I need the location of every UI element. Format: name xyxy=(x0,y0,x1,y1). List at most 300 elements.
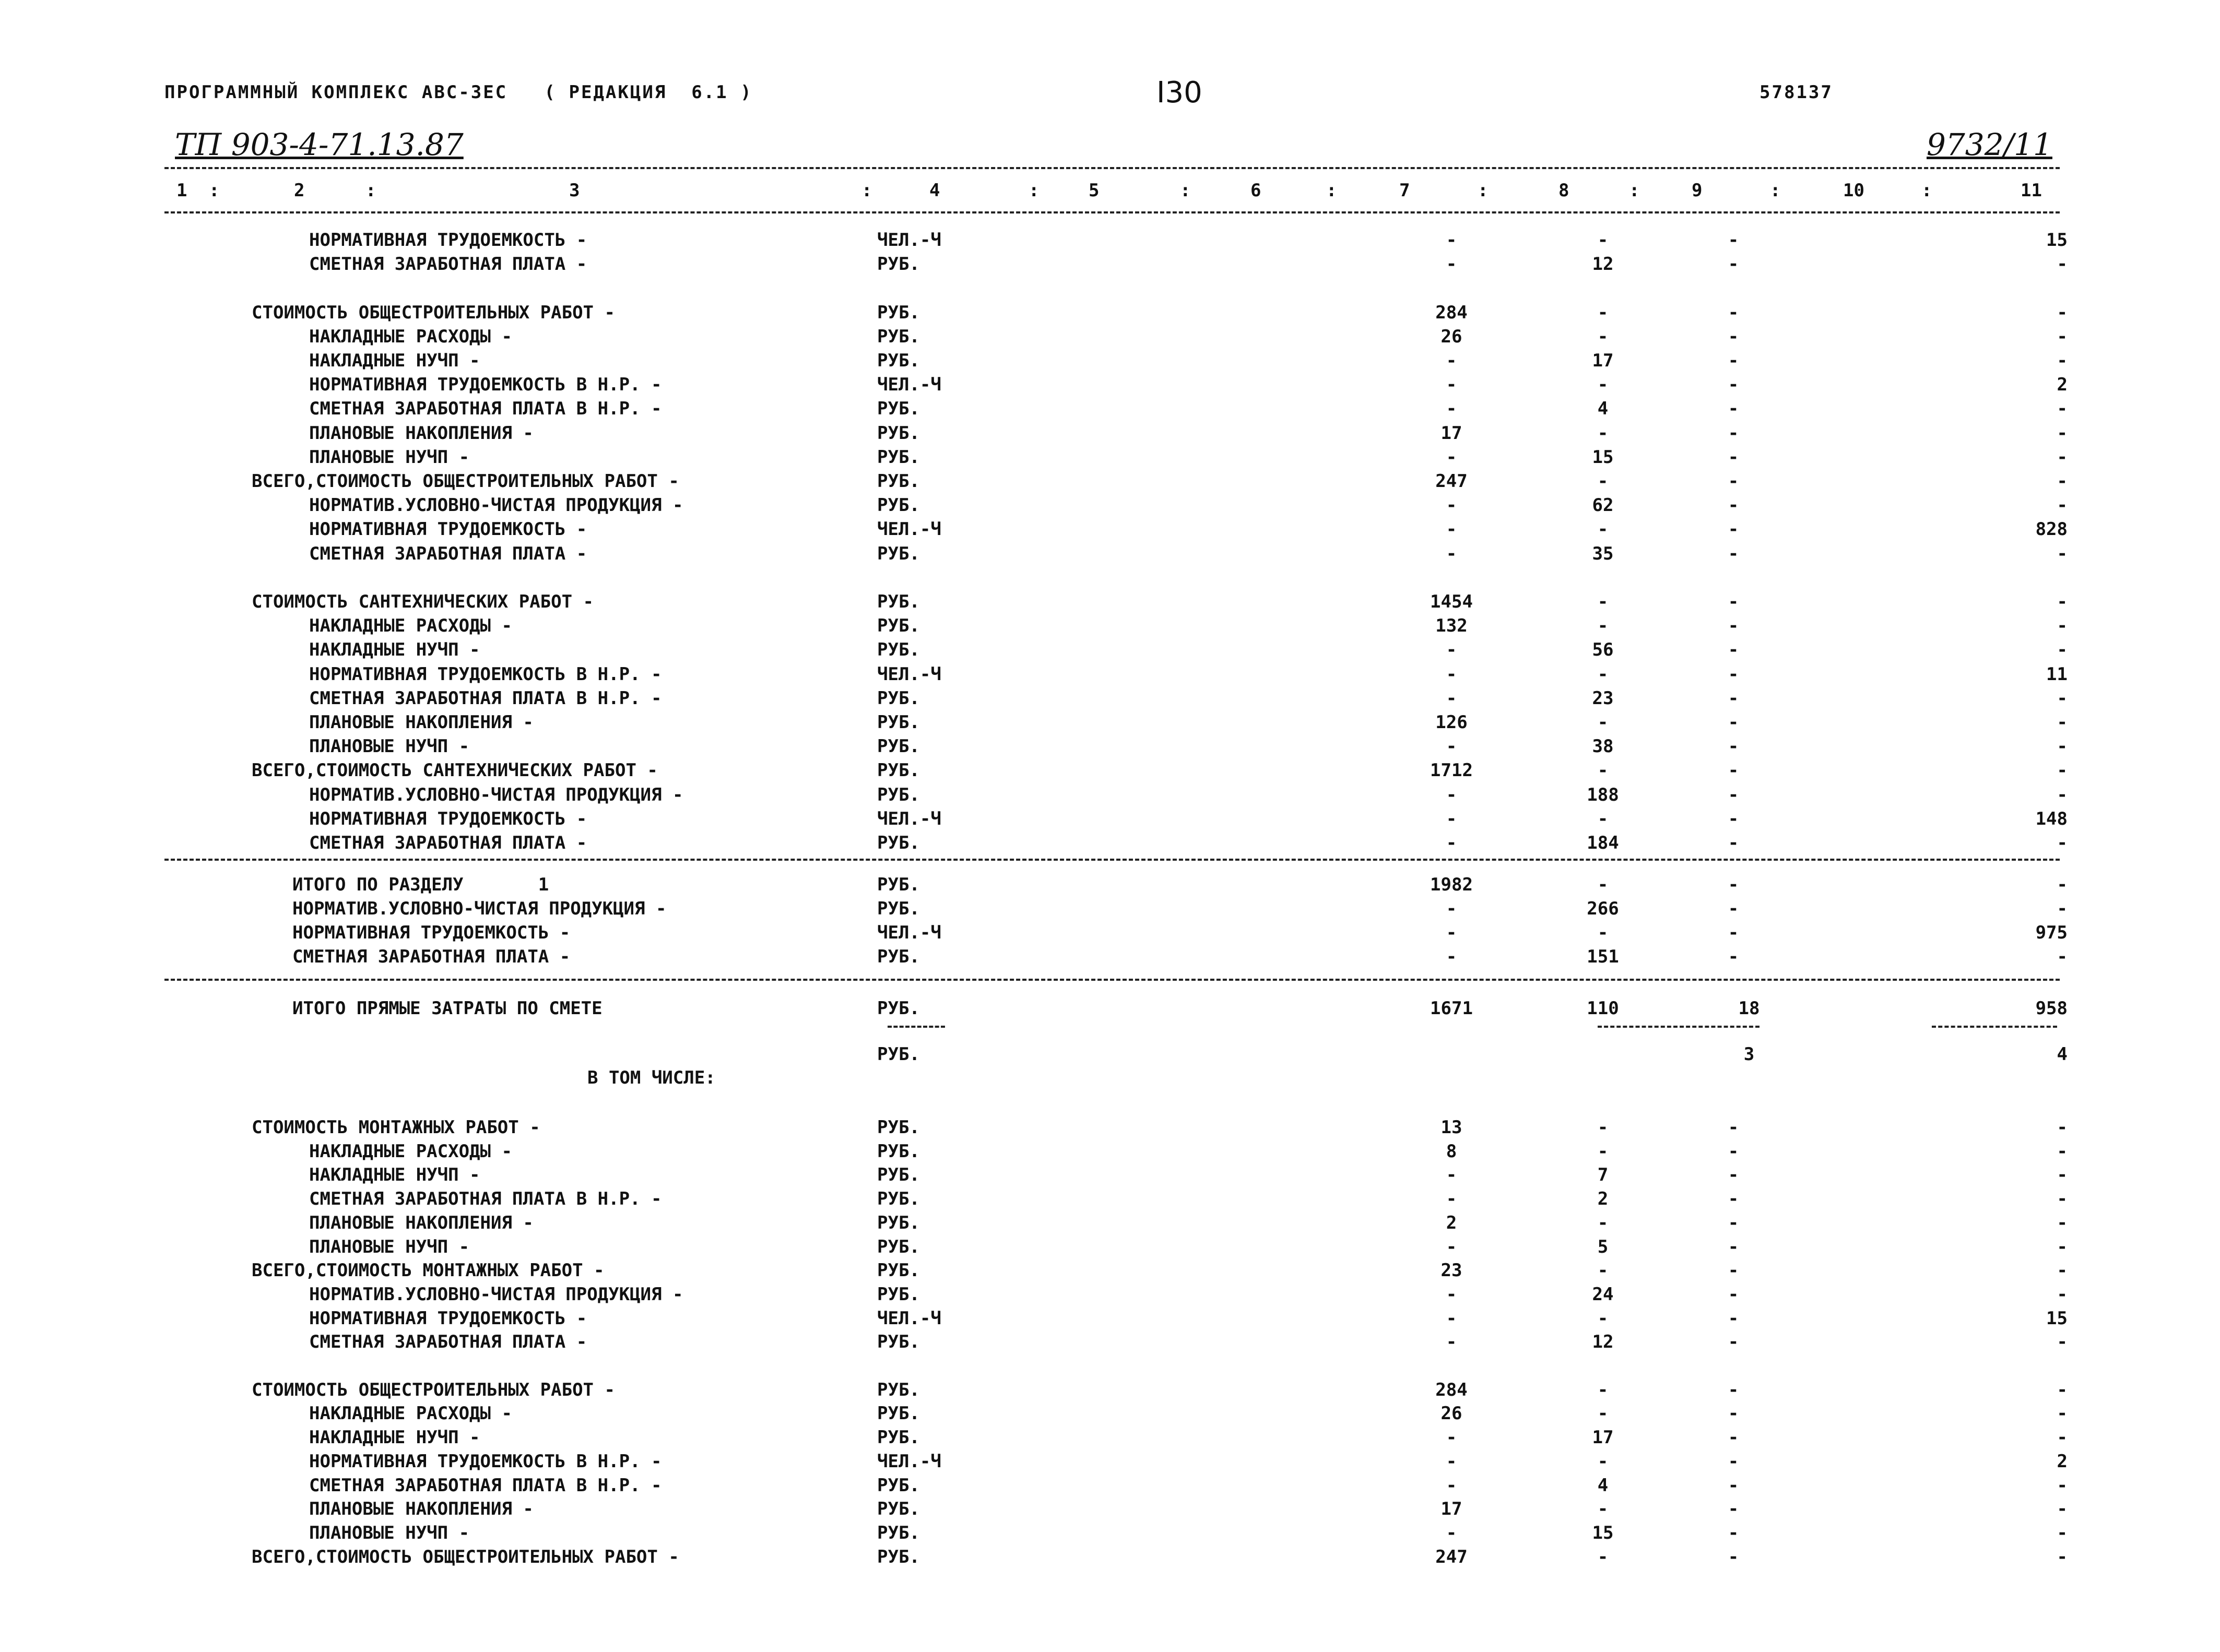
row-unit: РУБ. xyxy=(877,446,920,468)
row-col9: - xyxy=(1728,446,1739,468)
row-col9: - xyxy=(1728,1212,1739,1233)
row-col11: - xyxy=(2057,1546,2068,1567)
row-label: НОРМАТИВНАЯ ТРУДОЕМКОСТЬ В Н.Р. - xyxy=(309,374,662,396)
table-row xyxy=(0,1237,2220,1257)
row-unit: ЧЕЛ.-Ч xyxy=(877,1451,941,1472)
table-row xyxy=(0,874,2220,895)
row-label: СТОИМОСТЬ САНТЕХНИЧЕСКИХ РАБОТ - xyxy=(252,591,594,612)
row-label: НОРМАТИВНАЯ ТРУДОЕМКОСТЬ - xyxy=(309,808,587,829)
table-row xyxy=(0,1284,2220,1305)
table-row xyxy=(0,898,2220,919)
column-number: 4 xyxy=(929,180,940,201)
direct-costs-unit: РУБ. xyxy=(877,998,920,1019)
row-col7: 26 xyxy=(1440,326,1462,347)
row-col11: - xyxy=(2057,302,2068,323)
row-label: СМЕТНАЯ ЗАРАБОТНАЯ ПЛАТА - xyxy=(309,1332,587,1353)
table-row xyxy=(0,495,2220,516)
row-col9: - xyxy=(1728,591,1739,612)
table-row xyxy=(0,1523,2220,1543)
row-unit: РУБ. xyxy=(877,471,920,492)
row-label: ПЛАНОВЫЕ НАКОПЛЕНИЯ - xyxy=(309,422,534,444)
table-row xyxy=(0,350,2220,371)
row-label: НОРМАТИВНАЯ ТРУДОЕМКОСТЬ В Н.Р. - xyxy=(309,663,662,685)
row-unit: РУБ. xyxy=(877,874,920,895)
row-col8: - xyxy=(1597,471,1609,492)
row-col9: - xyxy=(1728,1499,1739,1520)
row-col11: 11 xyxy=(2046,663,2068,685)
row-col11: - xyxy=(2057,784,2068,805)
table-row xyxy=(0,591,2220,612)
row-col9: - xyxy=(1728,1164,1739,1186)
row-label: СМЕТНАЯ ЗАРАБОТНАЯ ПЛАТА В Н.Р. - xyxy=(309,687,662,709)
table-row xyxy=(0,1189,2220,1209)
row-col9: - xyxy=(1728,760,1739,781)
row-col11: - xyxy=(2057,736,2068,757)
direct-costs-c9b: 3 xyxy=(1743,1044,1755,1065)
column-separator: : xyxy=(1478,180,1489,201)
row-col11: - xyxy=(2057,833,2068,853)
direct-costs-rule xyxy=(164,979,2060,981)
table-row xyxy=(0,809,2220,829)
row-col11: - xyxy=(2057,1283,2068,1305)
row-col8: 2 xyxy=(1597,1189,1609,1210)
sheet-ref: 9732/11 xyxy=(1927,127,2052,162)
row-col11: - xyxy=(2057,1117,2068,1138)
table-row xyxy=(0,688,2220,709)
row-label: СТОИМОСТЬ ОБЩЕСТРОИТЕЛЬНЫХ РАБОТ - xyxy=(252,1379,615,1400)
row-unit: РУБ. xyxy=(877,1189,920,1210)
table-row xyxy=(0,230,2220,251)
row-col9: - xyxy=(1728,784,1739,805)
row-label: СМЕТНАЯ ЗАРАБОТНАЯ ПЛАТА - xyxy=(309,254,587,275)
row-col7: 8 xyxy=(1446,1140,1457,1162)
row-col8: 17 xyxy=(1592,350,1614,371)
table-row xyxy=(0,543,2220,564)
row-col7: 284 xyxy=(1435,1379,1468,1400)
row-label: СМЕТНАЯ ЗАРАБОТНАЯ ПЛАТА В Н.Р. - xyxy=(309,1475,662,1496)
row-col8: - xyxy=(1597,1260,1609,1281)
row-col11: 15 xyxy=(2046,230,2068,251)
row-label: ВСЕГО,СТОИМОСТЬ ОБЩЕСТРОИТЕЛЬНЫХ РАБОТ - xyxy=(252,1546,679,1567)
column-number: 5 xyxy=(1089,180,1100,201)
row-col11: - xyxy=(2057,1332,2068,1353)
row-unit: РУБ. xyxy=(877,543,920,564)
c9-dash xyxy=(1598,1026,1760,1028)
row-col11: - xyxy=(2057,1260,2068,1281)
row-col8: - xyxy=(1597,230,1609,251)
row-col7: - xyxy=(1446,1308,1457,1329)
table-row xyxy=(0,1380,2220,1400)
row-col7: 17 xyxy=(1440,1499,1462,1520)
top-rule xyxy=(164,167,2060,169)
row-unit: ЧЕЛ.-Ч xyxy=(877,519,941,540)
table-row xyxy=(0,1308,2220,1329)
row-col8: 184 xyxy=(1587,833,1619,853)
row-unit: РУБ. xyxy=(877,254,920,275)
table-row xyxy=(0,1475,2220,1496)
column-separator: : xyxy=(1629,180,1640,201)
row-col7: - xyxy=(1446,639,1457,661)
row-unit: РУБ. xyxy=(877,350,920,371)
row-col7: 1712 xyxy=(1430,760,1473,781)
row-col9: - xyxy=(1728,874,1739,895)
row-col11: - xyxy=(2057,712,2068,733)
row-col7: 126 xyxy=(1435,712,1468,733)
row-col7: - xyxy=(1446,1427,1457,1448)
row-col7: - xyxy=(1446,663,1457,685)
table-row xyxy=(0,1117,2220,1138)
row-col9: - xyxy=(1728,1403,1739,1424)
row-col9: - xyxy=(1728,398,1739,420)
row-unit: РУБ. xyxy=(877,946,920,967)
table-row xyxy=(0,922,2220,943)
row-col7: - xyxy=(1446,1451,1457,1472)
row-unit: РУБ. xyxy=(877,736,920,757)
table-row xyxy=(0,374,2220,395)
row-col7: - xyxy=(1446,833,1457,853)
row-unit: РУБ. xyxy=(877,591,920,612)
row-col9: - xyxy=(1728,495,1739,516)
row-unit: РУБ. xyxy=(877,615,920,637)
row-col7: - xyxy=(1446,687,1457,709)
row-label: НОРМАТИВНАЯ ТРУДОЕМКОСТЬ В Н.Р. - xyxy=(309,1451,662,1472)
row-col8: 266 xyxy=(1587,898,1619,919)
row-unit: РУБ. xyxy=(877,712,920,733)
row-col8: - xyxy=(1597,1212,1609,1233)
row-col8: 151 xyxy=(1587,946,1619,967)
table-row xyxy=(0,1403,2220,1424)
row-unit: ЧЕЛ.-Ч xyxy=(877,230,941,251)
row-col8: 23 xyxy=(1592,687,1614,709)
row-col8: 56 xyxy=(1592,639,1614,661)
row-unit: ЧЕЛ.-Ч xyxy=(877,922,941,943)
row-col8: 12 xyxy=(1592,1332,1614,1353)
row-label: ПЛАНОВЫЕ НАКОПЛЕНИЯ - xyxy=(309,712,534,733)
row-col8: 35 xyxy=(1592,543,1614,564)
row-col9: - xyxy=(1728,1427,1739,1448)
including-label: В ТОМ ЧИСЛЕ: xyxy=(587,1067,716,1088)
row-col11: 975 xyxy=(2035,922,2068,943)
row-label: СМЕТНАЯ ЗАРАБОТНАЯ ПЛАТА - xyxy=(309,833,587,853)
row-col11: 828 xyxy=(2035,519,2068,540)
row-col8: 38 xyxy=(1592,736,1614,757)
row-col8: - xyxy=(1597,302,1609,323)
row-col9: - xyxy=(1728,1140,1739,1162)
row-col11: - xyxy=(2057,1236,2068,1257)
table-row xyxy=(0,567,2220,588)
row-col7: - xyxy=(1446,446,1457,468)
row-col8: - xyxy=(1597,1546,1609,1567)
row-col8: - xyxy=(1597,712,1609,733)
row-label: ПЛАНОВЫЕ НУЧП - xyxy=(309,1522,470,1543)
row-col9: - xyxy=(1728,1546,1739,1567)
row-col11: - xyxy=(2057,639,2068,661)
row-col8: 4 xyxy=(1597,1475,1609,1496)
table-row xyxy=(0,1547,2220,1567)
row-col11: 148 xyxy=(2035,808,2068,829)
row-col11: - xyxy=(2057,350,2068,371)
table-row xyxy=(0,519,2220,540)
row-label: НАКЛАДНЫЕ РАСХОДЫ - xyxy=(309,1403,512,1424)
row-col9: - xyxy=(1728,543,1739,564)
table-row xyxy=(0,785,2220,805)
table-row xyxy=(0,398,2220,419)
column-number: 9 xyxy=(1692,180,1703,201)
direct-costs-c11: 958 xyxy=(2035,998,2068,1019)
row-col7: - xyxy=(1446,922,1457,943)
row-col9: - xyxy=(1728,639,1739,661)
row-unit: РУБ. xyxy=(877,898,920,919)
table-row xyxy=(0,1427,2220,1448)
column-number: 1 xyxy=(176,180,187,201)
row-col8: - xyxy=(1597,1308,1609,1329)
row-col8: 4 xyxy=(1597,398,1609,420)
row-col8: 17 xyxy=(1592,1427,1614,1448)
row-col11: - xyxy=(2057,874,2068,895)
row-col7: - xyxy=(1446,736,1457,757)
row-unit: РУБ. xyxy=(877,784,920,805)
table-row xyxy=(0,1141,2220,1162)
row-col7: - xyxy=(1446,254,1457,275)
row-col8: - xyxy=(1597,1499,1609,1520)
direct-costs-c7: 1671 xyxy=(1430,998,1473,1019)
row-label: ВСЕГО,СТОИМОСТЬ ОБЩЕСТРОИТЕЛЬНЫХ РАБОТ - xyxy=(252,471,679,492)
row-unit: РУБ. xyxy=(877,422,920,444)
row-col7: - xyxy=(1446,946,1457,967)
row-col9: - xyxy=(1728,736,1739,757)
row-unit: РУБ. xyxy=(877,833,920,853)
row-col8: - xyxy=(1597,1403,1609,1424)
row-col9: - xyxy=(1728,946,1739,967)
column-number: 11 xyxy=(2021,180,2042,201)
row-col7: - xyxy=(1446,1522,1457,1543)
direct-costs-c9: 18 xyxy=(1738,998,1760,1019)
row-unit: РУБ. xyxy=(877,687,920,709)
row-col9: - xyxy=(1728,808,1739,829)
row-col11: - xyxy=(2057,1499,2068,1520)
row-label: ВСЕГО,СТОИМОСТЬ САНТЕХНИЧЕСКИХ РАБОТ - xyxy=(252,760,658,781)
row-col7: - xyxy=(1446,374,1457,396)
row-col11: 2 xyxy=(2057,374,2068,396)
row-label: СТОИМОСТЬ МОНТАЖНЫХ РАБОТ - xyxy=(252,1117,540,1138)
column-separator: : xyxy=(1770,180,1781,201)
table-row xyxy=(0,946,2220,967)
table-row xyxy=(0,254,2220,275)
table-row xyxy=(0,1260,2220,1281)
row-col11: - xyxy=(2057,1475,2068,1496)
row-unit: РУБ. xyxy=(877,1522,920,1543)
row-col11: 15 xyxy=(2046,1308,2068,1329)
row-label: СМЕТНАЯ ЗАРАБОТНАЯ ПЛАТА - xyxy=(292,946,571,967)
table-row xyxy=(0,760,2220,781)
row-col11: - xyxy=(2057,1212,2068,1233)
row-label: ВСЕГО,СТОИМОСТЬ МОНТАЖНЫХ РАБОТ - xyxy=(252,1260,605,1281)
row-unit: РУБ. xyxy=(877,639,920,661)
row-label: СМЕТНАЯ ЗАРАБОТНАЯ ПЛАТА - xyxy=(309,543,587,564)
row-col7: - xyxy=(1446,1189,1457,1210)
row-unit: РУБ. xyxy=(877,1403,920,1424)
row-col8: 5 xyxy=(1597,1236,1609,1257)
column-separator: : xyxy=(365,180,376,201)
row-col8: 62 xyxy=(1592,495,1614,516)
row-unit: РУБ. xyxy=(877,1332,920,1353)
row-unit: РУБ. xyxy=(877,1236,920,1257)
row-label: НАКЛАДНЫЕ РАСХОДЫ - xyxy=(309,326,512,347)
direct-costs-subrow xyxy=(0,1044,2220,1065)
row-unit: РУБ. xyxy=(877,302,920,323)
row-col9: - xyxy=(1728,1379,1739,1400)
column-number: 10 xyxy=(1843,180,1864,201)
row-col7: 247 xyxy=(1435,471,1468,492)
row-col7: 17 xyxy=(1440,422,1462,444)
row-col8: 15 xyxy=(1592,1522,1614,1543)
row-label: НАКЛАДНЫЕ РАСХОДЫ - xyxy=(309,1140,512,1162)
row-col11: - xyxy=(2057,254,2068,275)
row-label: НОРМАТИВНАЯ ТРУДОЕМКОСТЬ - xyxy=(309,519,587,540)
row-col11: - xyxy=(2057,591,2068,612)
row-label: ПЛАНОВЫЕ НАКОПЛЕНИЯ - xyxy=(309,1499,534,1520)
row-col9: - xyxy=(1728,712,1739,733)
row-unit: РУБ. xyxy=(877,398,920,420)
row-label: ИТОГО ПО РАЗДЕЛУ 1 xyxy=(292,874,549,895)
direct-costs-unit2: РУБ. xyxy=(877,1044,920,1065)
row-unit: РУБ. xyxy=(877,326,920,347)
table-row xyxy=(0,664,2220,685)
unit-dash xyxy=(888,1026,945,1028)
row-col9: - xyxy=(1728,1260,1739,1281)
section-total-rule xyxy=(164,859,2060,861)
row-col11: - xyxy=(2057,898,2068,919)
row-label: ПЛАНОВЫЕ НУЧП - xyxy=(309,736,470,757)
row-col7: 284 xyxy=(1435,302,1468,323)
page-number: I30 xyxy=(1156,76,1202,110)
row-label: НОРМАТИВ.УСЛОВНО-ЧИСТАЯ ПРОДУКЦИЯ - xyxy=(309,1283,683,1305)
table-row xyxy=(0,1499,2220,1519)
row-col11: - xyxy=(2057,1189,2068,1210)
row-label: НАКЛАДНЫЕ НУЧП - xyxy=(309,639,480,661)
table-row xyxy=(0,278,2220,299)
row-col9: - xyxy=(1728,471,1739,492)
row-col8: - xyxy=(1597,1117,1609,1138)
row-col9: - xyxy=(1728,922,1739,943)
row-col11: - xyxy=(2057,1379,2068,1400)
row-col11: - xyxy=(2057,1403,2068,1424)
row-col11: - xyxy=(2057,615,2068,637)
row-unit: РУБ. xyxy=(877,1546,920,1567)
row-col7: - xyxy=(1446,495,1457,516)
row-col8: 7 xyxy=(1597,1164,1609,1186)
table-row xyxy=(0,447,2220,468)
direct-costs-c8: 110 xyxy=(1587,998,1619,1019)
row-col11: - xyxy=(2057,326,2068,347)
row-col7: - xyxy=(1446,898,1457,919)
row-label: НОРМАТИВ.УСЛОВНО-ЧИСТАЯ ПРОДУКЦИЯ - xyxy=(292,898,667,919)
row-col8: - xyxy=(1597,663,1609,685)
row-col9: - xyxy=(1728,519,1739,540)
row-label: ПЛАНОВЫЕ НАКОПЛЕНИЯ - xyxy=(309,1212,534,1233)
program-header: ПРОГРАММНЫЙ КОМПЛЕКС АВС-3ЕС ( РЕДАКЦИЯ 6.1 ) xyxy=(164,82,753,103)
row-col11: - xyxy=(2057,1427,2068,1448)
row-col11: - xyxy=(2057,687,2068,709)
row-col9: - xyxy=(1728,615,1739,637)
row-unit: РУБ. xyxy=(877,1164,920,1186)
row-unit: ЧЕЛ.-Ч xyxy=(877,663,941,685)
row-col11: - xyxy=(2057,398,2068,420)
row-col8: - xyxy=(1597,519,1609,540)
table-row xyxy=(0,833,2220,853)
column-number: 7 xyxy=(1399,180,1410,201)
row-col7: - xyxy=(1446,784,1457,805)
row-col9: - xyxy=(1728,326,1739,347)
table-row xyxy=(0,423,2220,444)
row-col9: - xyxy=(1728,898,1739,919)
direct-costs-row xyxy=(0,998,2220,1019)
row-col9: - xyxy=(1728,230,1739,251)
table-row xyxy=(0,326,2220,347)
row-col9: - xyxy=(1728,1283,1739,1305)
row-label: НАКЛАДНЫЕ РАСХОДЫ - xyxy=(309,615,512,637)
row-col11: - xyxy=(2057,422,2068,444)
row-label: НОРМАТИВ.УСЛОВНО-ЧИСТАЯ ПРОДУКЦИЯ - xyxy=(309,784,683,805)
row-col11: 2 xyxy=(2057,1451,2068,1472)
table-row xyxy=(0,712,2220,733)
row-col8: - xyxy=(1597,422,1609,444)
row-col7: 247 xyxy=(1435,1546,1468,1567)
column-number: 6 xyxy=(1250,180,1261,201)
table-row xyxy=(0,639,2220,660)
row-label: НОРМАТИВ.УСЛОВНО-ЧИСТАЯ ПРОДУКЦИЯ - xyxy=(309,495,683,516)
row-unit: ЧЕЛ.-Ч xyxy=(877,1308,941,1329)
c11-dash xyxy=(1932,1026,2057,1028)
row-col7: - xyxy=(1446,1164,1457,1186)
row-col11: - xyxy=(2057,495,2068,516)
row-col8: - xyxy=(1597,326,1609,347)
row-col8: - xyxy=(1597,1451,1609,1472)
column-number: 2 xyxy=(294,180,305,201)
row-col7: - xyxy=(1446,230,1457,251)
row-unit: ЧЕЛ.-Ч xyxy=(877,808,941,829)
row-unit: РУБ. xyxy=(877,1427,920,1448)
row-label: НОРМАТИВНАЯ ТРУДОЕМКОСТЬ - xyxy=(309,1308,587,1329)
table-row xyxy=(0,1164,2220,1185)
row-col8: 12 xyxy=(1592,254,1614,275)
row-col9: - xyxy=(1728,687,1739,709)
row-col7: 132 xyxy=(1435,615,1468,637)
column-number: 3 xyxy=(569,180,580,201)
table-row xyxy=(0,1451,2220,1472)
row-col9: - xyxy=(1728,663,1739,685)
row-label: НОРМАТИВНАЯ ТРУДОЕМКОСТЬ - xyxy=(292,922,571,943)
row-col7: 2 xyxy=(1446,1212,1457,1233)
row-col9: - xyxy=(1728,350,1739,371)
row-col8: - xyxy=(1597,1140,1609,1162)
row-label: НОРМАТИВНАЯ ТРУДОЕМКОСТЬ - xyxy=(309,230,587,251)
row-col8: - xyxy=(1597,615,1609,637)
column-separator: : xyxy=(861,180,872,201)
row-col7: - xyxy=(1446,1236,1457,1257)
row-col9: - xyxy=(1728,1475,1739,1496)
row-col8: - xyxy=(1597,591,1609,612)
row-col7: - xyxy=(1446,808,1457,829)
row-col7: 26 xyxy=(1440,1403,1462,1424)
table-row xyxy=(0,1356,2220,1376)
row-label: НАКЛАДНЫЕ НУЧП - xyxy=(309,350,480,371)
row-col9: - xyxy=(1728,422,1739,444)
row-col8: - xyxy=(1597,922,1609,943)
project-code: ТП 903-4-71.13.87 xyxy=(175,127,464,162)
row-col7: - xyxy=(1446,519,1457,540)
column-header-row xyxy=(0,180,2220,201)
